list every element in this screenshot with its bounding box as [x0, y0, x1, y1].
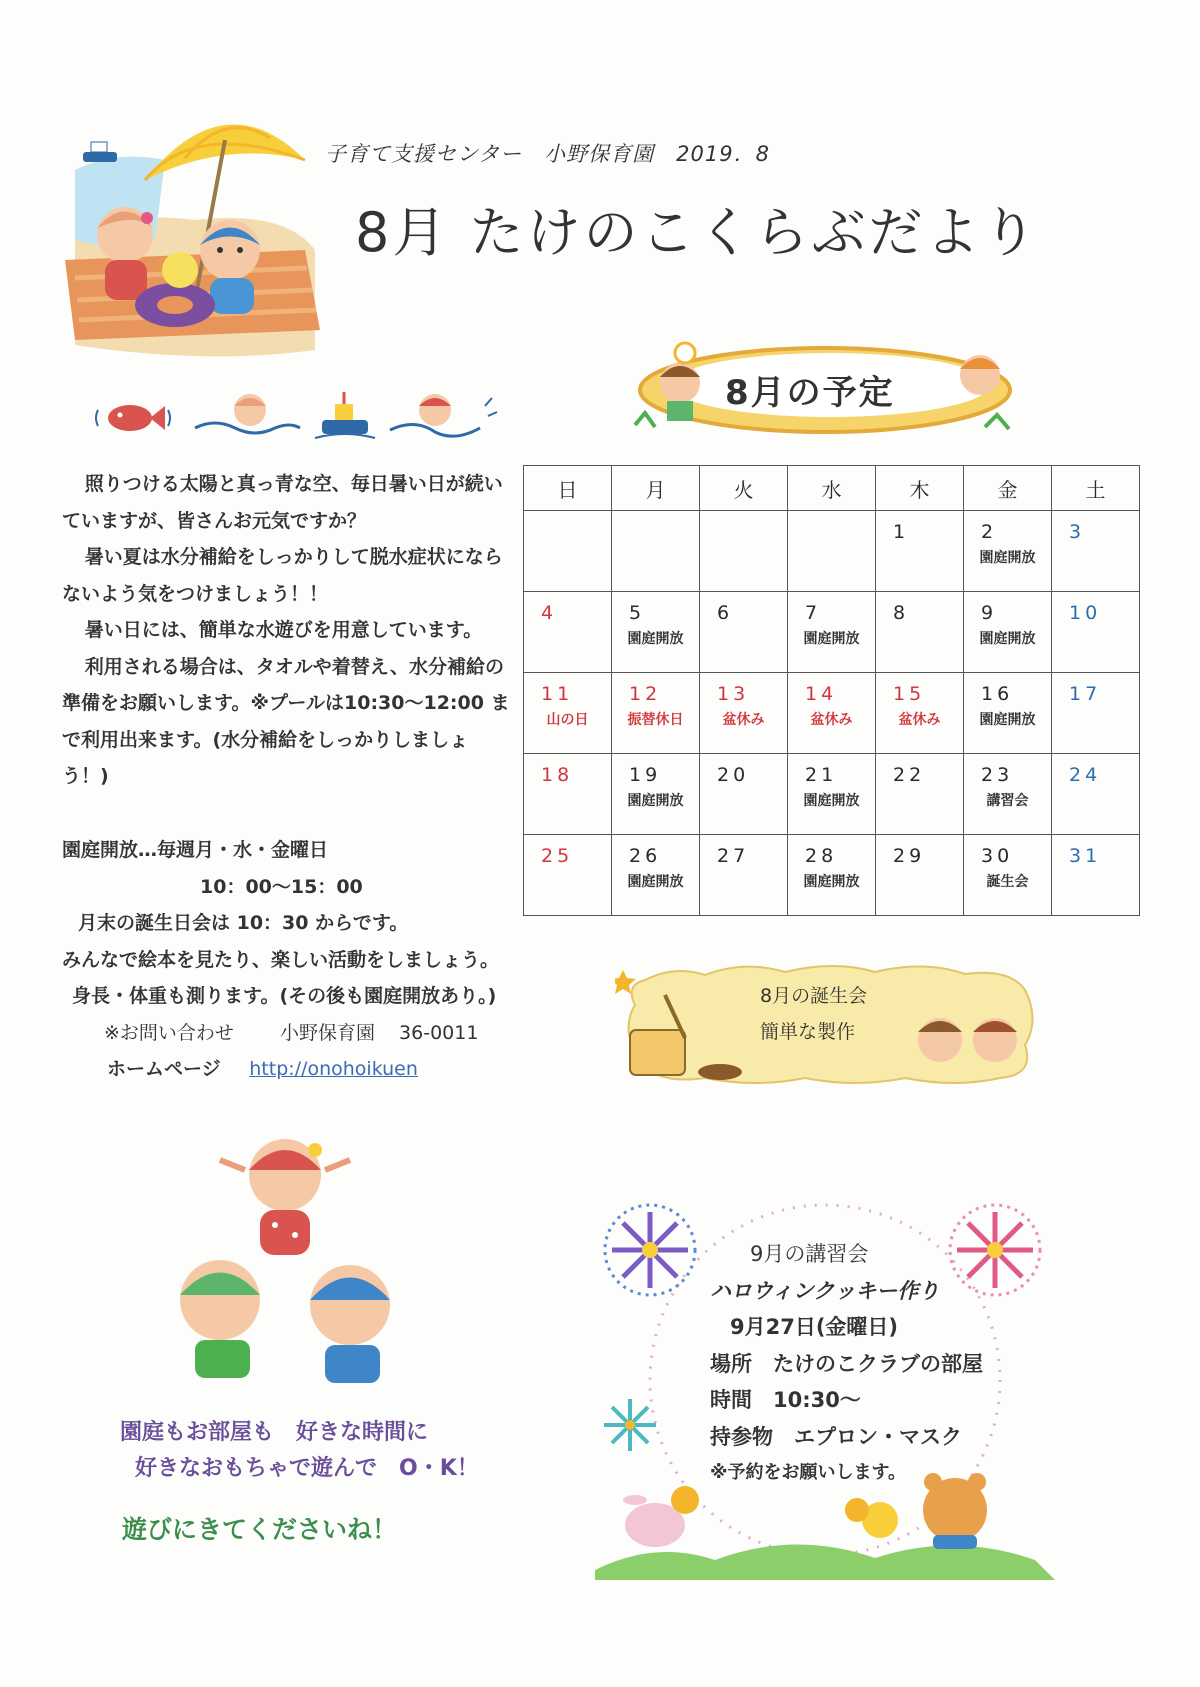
august-calendar	[523, 465, 1140, 916]
calendar-day-cell	[524, 835, 612, 916]
calendar-day-number: 25	[541, 845, 574, 867]
calendar-day-number: 28	[805, 845, 838, 867]
birthday-note: 月末の誕生日会は 10：30 からです。	[78, 912, 409, 934]
calendar-day-number: 10	[1069, 602, 1102, 624]
september-place: 場所 たけのこクラブの部屋	[710, 1351, 983, 1376]
calendar-day-cell	[1052, 592, 1140, 673]
september-event: ハロウィンクッキー作り	[710, 1278, 940, 1303]
calendar-day-event: 園庭開放	[803, 793, 860, 809]
page-title: 8月 たけのこくらぶだより	[355, 201, 1040, 264]
homepage-label: ホームページ	[107, 1058, 221, 1080]
calendar-day-number: 13	[717, 683, 750, 705]
calendar-day-cell	[612, 754, 700, 835]
calendar-day-number	[700, 511, 787, 547]
september-time: 時間 10:30～	[710, 1388, 861, 1412]
calendar-day-cell	[524, 511, 612, 592]
calendar-day-number: 12	[629, 683, 662, 705]
calendar-day-event: 園庭開放	[979, 550, 1036, 566]
birthday-line-2: 簡単な製作	[760, 1021, 856, 1043]
weekday-header-row	[524, 466, 1140, 511]
calendar-day-number: 9	[981, 602, 998, 624]
calendar-day-cell	[700, 673, 788, 754]
calendar-day-event: 園庭開放	[803, 874, 860, 890]
calendar-day-cell	[1052, 835, 1140, 916]
calendar-day-cell	[876, 592, 964, 673]
calendar-day-cell	[524, 592, 612, 673]
calendar-day-number: 6	[717, 602, 734, 624]
calendar-day-number: 24	[1069, 764, 1102, 786]
calendar-day-cell	[700, 592, 788, 673]
calendar-day-number: 3	[1069, 521, 1086, 543]
calendar-day-number: 17	[1069, 683, 1102, 705]
homepage-line	[62, 1051, 542, 1088]
calendar-day-number: 30	[981, 845, 1014, 867]
calendar-day-event: 園庭開放	[627, 874, 684, 890]
three-kids-illustration	[150, 1130, 420, 1400]
calendar-day-cell	[524, 673, 612, 754]
calendar-day-number: 26	[629, 845, 662, 867]
calendar-week-row	[524, 835, 1140, 916]
birthday-text	[760, 978, 867, 1050]
calendar-day-cell	[700, 511, 788, 592]
weekday-sat: 土	[1052, 466, 1140, 511]
calendar-day-event: 盆休み	[810, 712, 853, 728]
calendar-day-cell	[1052, 673, 1140, 754]
calendar-day-number: 27	[717, 845, 750, 867]
calendar-day-cell	[964, 835, 1052, 916]
calendar-day-event: 誕生会	[986, 874, 1029, 890]
calendar-day-number: 15	[893, 683, 926, 705]
september-text	[710, 1236, 983, 1492]
intro-paragraph-4: 利用される場合は、タオルや着替え、水分補給の準備をお願いします。※プールは10:30～12:00 まで利用出来ます。(水分補給をしっかりしましょう！)	[62, 655, 510, 787]
garden-open-hours: 10：00～15：00	[200, 875, 363, 898]
weekday-fri: 金	[964, 466, 1052, 511]
calendar-week-row	[524, 673, 1140, 754]
september-reservation: ※予約をお願いします。	[710, 1462, 907, 1483]
calendar-day-cell	[612, 592, 700, 673]
calendar-day-cell	[1052, 511, 1140, 592]
calendar-day-number: 4	[541, 602, 558, 624]
play-message-line-1: 園庭もお部屋も 好きな時間に	[120, 1420, 429, 1445]
calendar-day-cell	[788, 754, 876, 835]
calendar-day-number: 1	[893, 521, 910, 543]
contact-label: ※お問い合わせ	[104, 1021, 234, 1044]
calendar-day-number: 5	[629, 602, 646, 624]
calendar-day-number: 19	[629, 764, 662, 786]
calendar-day-number: 18	[541, 764, 574, 786]
calendar-day-event: 園庭開放	[627, 631, 684, 647]
calendar-day-cell	[876, 754, 964, 835]
homepage-link[interactable]: http://onohoikuen	[249, 1058, 418, 1080]
september-date: 9月27日(金曜日)	[730, 1315, 899, 1339]
calendar-day-number: 7	[805, 602, 822, 624]
calendar-day-event: 山の日	[546, 712, 589, 728]
calendar-day-number	[612, 511, 699, 547]
calendar-day-event: 盆休み	[898, 712, 941, 728]
calendar-day-number: 8	[893, 602, 910, 624]
weekday-thu: 木	[876, 466, 964, 511]
calendar-day-number	[524, 511, 611, 547]
calendar-day-event: 盆休み	[722, 712, 765, 728]
calendar-day-number: 11	[541, 683, 574, 705]
september-title: 9月の講習会	[750, 1242, 869, 1266]
contact-line	[62, 1015, 542, 1052]
intro-paragraph-3: 暑い日には、簡単な水遊びを用意しています。	[84, 619, 483, 641]
weekday-mon: 月	[612, 466, 700, 511]
weekday-sun: 日	[524, 466, 612, 511]
play-message-line-2: 好きなおもちゃで遊んで O・K！	[135, 1456, 479, 1481]
calendar-day-cell	[700, 835, 788, 916]
calendar-day-cell	[700, 754, 788, 835]
weekday-wed: 水	[788, 466, 876, 511]
beach-umbrella-illustration	[55, 100, 325, 370]
calendar-day-event: 園庭開放	[979, 712, 1036, 728]
calendar-day-number: 21	[805, 764, 838, 786]
calendar-day-cell	[612, 673, 700, 754]
intro-text	[62, 466, 512, 795]
calendar-day-cell	[788, 592, 876, 673]
calendar-day-cell	[876, 511, 964, 592]
calendar-day-cell	[788, 673, 876, 754]
calendar-day-cell	[1052, 754, 1140, 835]
weekday-tue: 火	[700, 466, 788, 511]
come-play-message: 遊びにきてくださいね！	[122, 1515, 398, 1544]
calendar-day-number: 31	[1069, 845, 1102, 867]
calendar-day-event: 振替休日	[627, 712, 684, 728]
contact-phone: 36-0011	[399, 1021, 479, 1044]
calendar-day-event: 園庭開放	[627, 793, 684, 809]
calendar-day-cell	[876, 673, 964, 754]
calendar-day-cell	[964, 754, 1052, 835]
september-workshop-box	[595, 1180, 1055, 1580]
calendar-week-row	[524, 754, 1140, 835]
calendar-day-number: 20	[717, 764, 750, 786]
calendar-day-cell	[876, 835, 964, 916]
swimming-kids-decoration	[90, 388, 500, 448]
info-block	[62, 832, 542, 1088]
calendar-day-cell	[612, 835, 700, 916]
measure-note: 身長・体重も測ります。(その後も園庭開放あり。)	[72, 985, 497, 1007]
calendar-day-number: 29	[893, 845, 926, 867]
calendar-day-cell	[788, 835, 876, 916]
garden-open-days: 園庭開放…毎週月・水・金曜日	[62, 839, 329, 861]
newsletter-subtitle: 子育て支援センター 小野保育園 2019．8	[325, 142, 770, 166]
calendar-day-cell	[964, 592, 1052, 673]
calendar-day-number: 16	[981, 683, 1014, 705]
calendar-day-cell	[964, 511, 1052, 592]
birthday-party-box	[615, 960, 1045, 1090]
schedule-title: 8月の予定	[725, 373, 895, 413]
calendar-day-number	[788, 511, 875, 547]
calendar-day-event: 園庭開放	[979, 631, 1036, 647]
september-items: 持参物 エプロン・マスク	[710, 1424, 962, 1449]
calendar-day-number: 2	[981, 521, 998, 543]
calendar-day-event: 園庭開放	[803, 631, 860, 647]
calendar-week-row	[524, 511, 1140, 592]
play-message	[120, 1415, 540, 1487]
contact-name: 小野保育園	[279, 1021, 375, 1044]
calendar-day-event: 講習会	[986, 793, 1029, 809]
schedule-banner	[625, 335, 1025, 445]
activity-note: みんなで絵本を見たり、楽しい活動をしましょう。	[62, 948, 500, 971]
birthday-line-1: 8月の誕生会	[760, 985, 868, 1007]
calendar-day-cell	[964, 673, 1052, 754]
intro-paragraph-1: 照りつける太陽と真っ青な空、毎日暑い日が続いていますが、皆さんお元気ですか？	[62, 473, 503, 532]
calendar-day-cell	[524, 754, 612, 835]
calendar-day-cell	[788, 511, 876, 592]
calendar-day-number: 22	[893, 764, 926, 786]
calendar-day-number: 14	[805, 683, 838, 705]
calendar-day-cell	[612, 511, 700, 592]
calendar-day-number: 23	[981, 764, 1014, 786]
calendar-week-row	[524, 592, 1140, 673]
intro-paragraph-2: 暑い夏は水分補給をしっかりして脱水症状にならないよう気をつけましょう！！	[62, 546, 503, 605]
